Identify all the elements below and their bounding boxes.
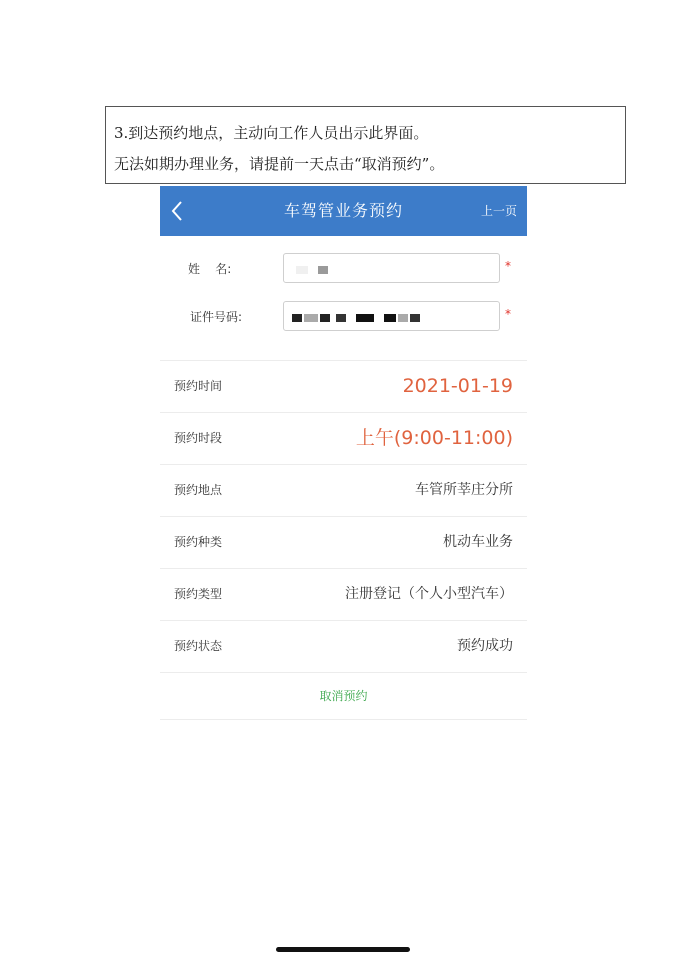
instruction-line-2: 无法如期办理业务，请提前一天点击“取消预约”。: [114, 155, 445, 173]
home-indicator[interactable]: [276, 947, 410, 952]
period-value: 上午(9:00-11:00): [355, 427, 513, 449]
name-label: 姓 名:: [188, 262, 232, 276]
id-mask: [356, 314, 374, 322]
period-label: 预约时段: [174, 431, 223, 445]
id-mask: [304, 314, 318, 322]
page-title: 车驾管业务预约: [283, 201, 403, 220]
name-mask: [318, 266, 328, 274]
id-number-field[interactable]: [283, 301, 500, 331]
type-value: 注册登记（个人小型汽车）: [345, 586, 513, 602]
appointment-status-row: [160, 621, 527, 673]
id-mask: [320, 314, 330, 322]
required-mark: *: [505, 259, 511, 273]
required-mark: *: [505, 307, 511, 321]
location-value: 车管所莘庄分所: [415, 482, 513, 498]
id-mask: [292, 314, 302, 322]
id-mask: [410, 314, 420, 322]
time-label: 预约时间: [174, 379, 223, 393]
status-label: 预约状态: [174, 639, 223, 653]
appointment-time-row: [160, 361, 527, 413]
appointment-period-row: [160, 413, 527, 465]
appointment-kind-row: [160, 517, 527, 569]
name-field[interactable]: [283, 253, 500, 283]
appointment-screen: [160, 186, 527, 720]
cancel-appointment-button[interactable]: 取消预约: [160, 673, 527, 720]
time-value: 2021-01-19: [402, 375, 513, 397]
appointment-location-row: [160, 465, 527, 517]
kind-label: 预约种类: [174, 535, 223, 549]
nav-bar: [160, 186, 527, 236]
identity-form: [160, 236, 527, 361]
type-label: 预约类型: [174, 587, 223, 601]
prev-page-button[interactable]: 上一页: [480, 204, 517, 218]
name-mask: [296, 266, 308, 274]
id-mask: [398, 314, 408, 322]
id-mask: [336, 314, 346, 322]
location-label: 预约地点: [174, 483, 223, 497]
appointment-type-row: [160, 569, 527, 621]
id-mask: [384, 314, 396, 322]
instruction-line-1: 3.到达预约地点，主动向工作人员出示此界面。: [114, 124, 429, 142]
status-value: 预约成功: [457, 638, 513, 654]
kind-value: 机动车业务: [443, 534, 513, 550]
instruction-box: [105, 106, 626, 184]
id-label: 证件号码:: [190, 310, 243, 324]
